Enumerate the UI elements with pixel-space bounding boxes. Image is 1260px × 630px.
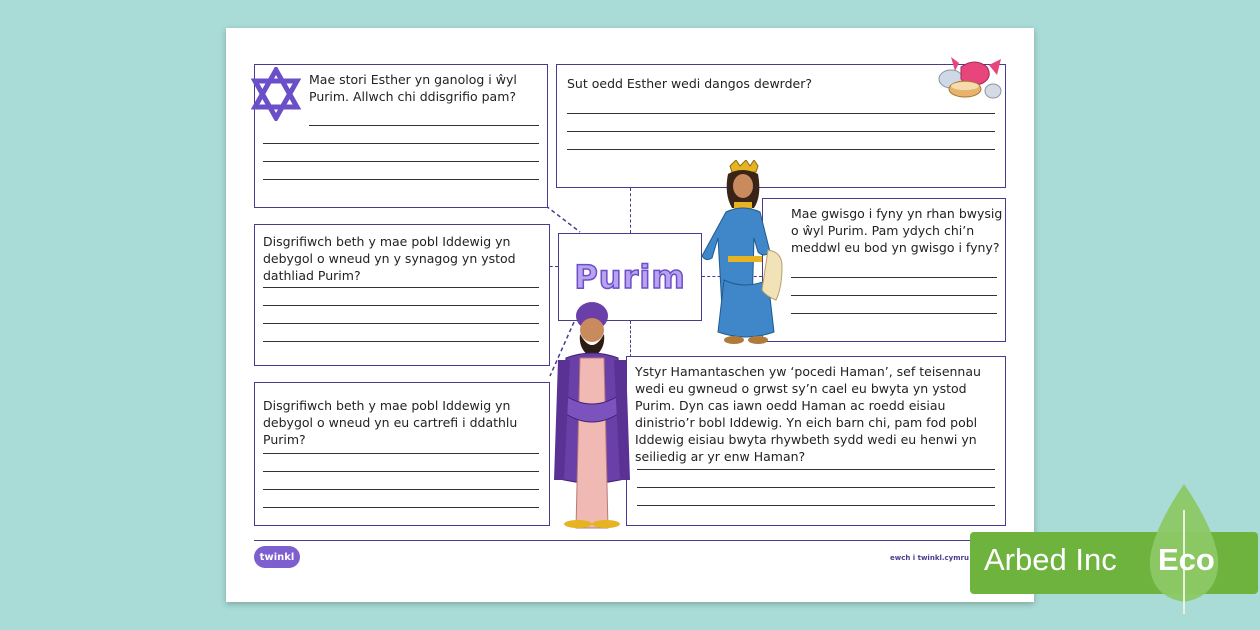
answer-line[interactable] bbox=[263, 471, 539, 472]
eco-brand-text: Arbed Inc bbox=[984, 542, 1117, 577]
question-5-text: Disgrifiwch beth y mae pobl Iddewig yn debygol o wneud yn eu cartrefi i ddathlu Purim? bbox=[263, 398, 518, 447]
answer-line[interactable] bbox=[263, 341, 539, 342]
question-box-4 bbox=[762, 198, 1006, 342]
answer-line[interactable] bbox=[263, 507, 539, 508]
question-6-text: Ystyr Hamantaschen yw ‘pocedi Haman’, sef teisennau wedi eu gwneud o grwst sy’n cael eu bwyta yn ystod Purim. Dyn cas iawn oedd Haman ac roedd eisiau dinistrio’r bobl Iddewig. Yn eich barn chi, pam fod pobl Iddewig eisiau bwyta rhywbeth sydd wedi eu henwi yn seiliedig ar yr enw Haman? bbox=[635, 364, 981, 464]
question-3-text: Disgrifiwch beth y mae pobl Iddewig yn debygol o wneud yn y synagog yn ystod dathliad Purim? bbox=[263, 234, 516, 283]
answer-line[interactable] bbox=[567, 113, 995, 114]
answer-line[interactable] bbox=[637, 505, 995, 506]
answer-line[interactable] bbox=[263, 489, 539, 490]
eco-label-text: Eco bbox=[1158, 542, 1215, 577]
answer-line[interactable] bbox=[567, 149, 995, 150]
answer-line[interactable] bbox=[791, 313, 997, 314]
answer-line[interactable] bbox=[263, 143, 539, 144]
star-of-david-icon bbox=[251, 67, 301, 121]
answer-line[interactable] bbox=[263, 161, 539, 162]
connector-top bbox=[630, 188, 631, 233]
answer-line[interactable] bbox=[637, 469, 995, 470]
answer-line[interactable] bbox=[263, 453, 539, 454]
question-box-5 bbox=[254, 382, 550, 526]
twinkl-logo: twinkl bbox=[254, 546, 300, 568]
footer-site-text: ewch i twinkl.cymru bbox=[890, 554, 969, 562]
answer-line[interactable] bbox=[263, 287, 539, 288]
page-title: Purim bbox=[574, 258, 686, 296]
question-1-text: Mae stori Esther yn ganolog i ŵyl Purim. Allwch chi ddisgrifio pam? bbox=[309, 72, 517, 104]
answer-line[interactable] bbox=[791, 295, 997, 296]
eco-badge bbox=[968, 480, 1260, 620]
question-box-1 bbox=[254, 64, 548, 208]
mordecai-figure bbox=[548, 296, 634, 532]
answer-line[interactable] bbox=[263, 323, 539, 324]
question-4-text: Mae gwisgo i fyny yn rhan bwysig o ŵyl Purim. Pam ydych chi’n meddwl eu bod yn gwisgo i fyny? bbox=[791, 206, 1003, 255]
worksheet bbox=[226, 28, 1034, 602]
answer-line[interactable] bbox=[567, 131, 995, 132]
footer-divider bbox=[254, 540, 1006, 541]
question-box-6 bbox=[626, 356, 1006, 526]
answer-line[interactable] bbox=[637, 487, 995, 488]
answer-line[interactable] bbox=[309, 125, 539, 126]
answer-line[interactable] bbox=[263, 305, 539, 306]
sweets-icon bbox=[921, 53, 1013, 105]
answer-line[interactable] bbox=[791, 277, 997, 278]
connector-diag-top bbox=[544, 204, 584, 234]
question-box-3 bbox=[254, 224, 550, 366]
answer-line[interactable] bbox=[263, 179, 539, 180]
esther-figure bbox=[700, 160, 792, 356]
question-2-text: Sut oedd Esther wedi dangos dewrder? bbox=[567, 76, 812, 91]
